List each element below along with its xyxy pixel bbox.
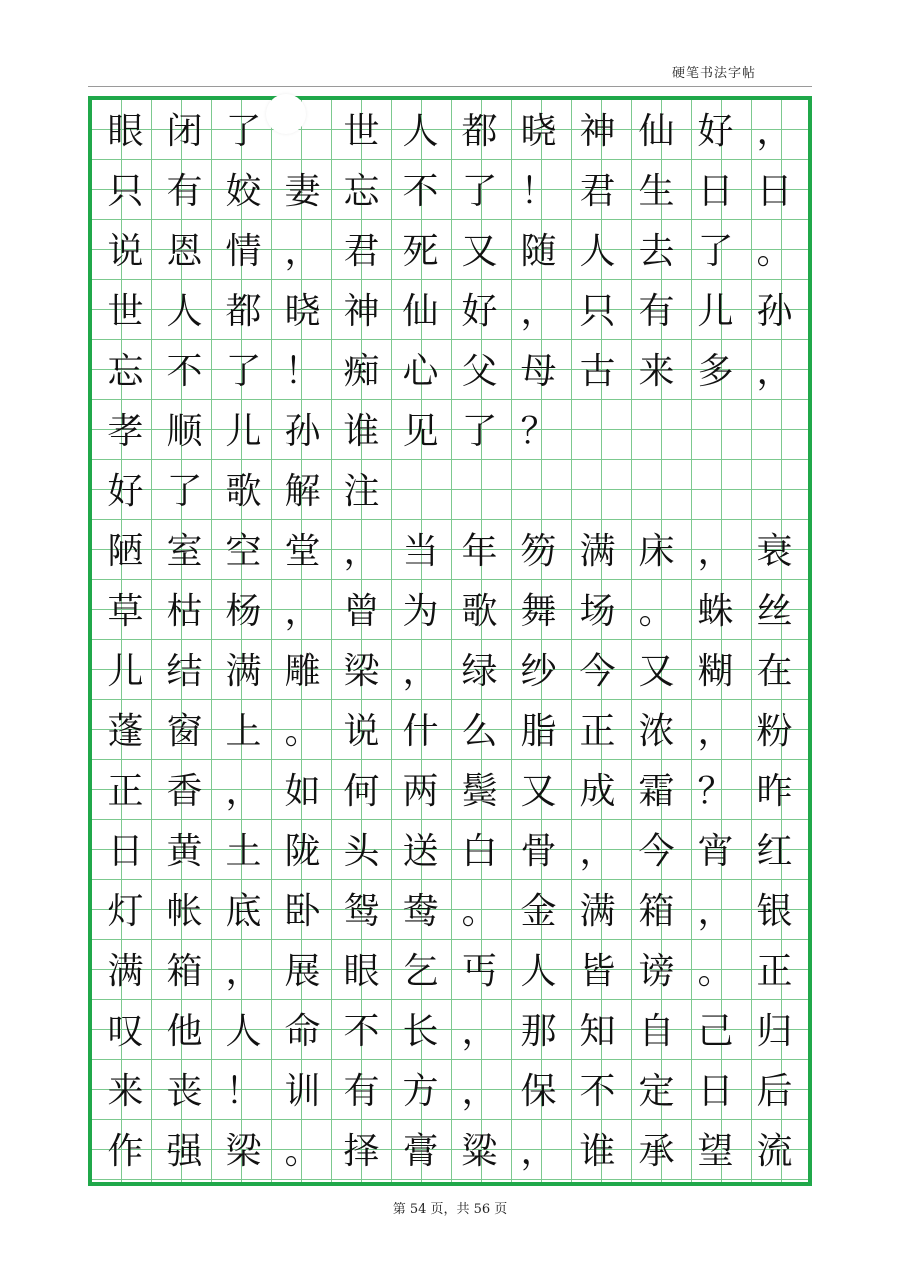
- grid-character: 。: [461, 891, 498, 932]
- grid-character: 。: [756, 231, 793, 272]
- grid-character: 承: [638, 1131, 675, 1172]
- grid-character: 仙: [402, 291, 439, 332]
- grid-character: 叹: [107, 1011, 144, 1052]
- grid-character: 神: [343, 291, 380, 332]
- grid-row: [96, 942, 804, 1002]
- grid-character: 闭: [166, 111, 203, 152]
- grid-character: 浓: [638, 711, 675, 752]
- grid-row: [96, 642, 804, 702]
- grid-character: ，: [343, 531, 380, 572]
- grid-character: 宵: [697, 831, 734, 872]
- grid-character: 母: [520, 351, 557, 392]
- grid-character: ，: [284, 231, 321, 272]
- grid-character: 送: [402, 831, 439, 872]
- grid-character: 粉: [756, 711, 793, 752]
- grid-row: [96, 1062, 804, 1122]
- grid-character: 当: [402, 531, 439, 572]
- grid-character: [745, 462, 804, 522]
- grid-character: 痴: [343, 351, 380, 392]
- grid-row: [96, 282, 804, 342]
- grid-character: 后: [756, 1071, 793, 1112]
- grid-character: 日: [107, 831, 144, 872]
- grid-row: [96, 102, 804, 162]
- grid-character: 多: [697, 351, 734, 392]
- grid-character: 粱: [461, 1131, 498, 1172]
- grid-character: 都: [225, 291, 262, 332]
- grid-character: 儿: [225, 411, 262, 452]
- grid-character: ，: [461, 1011, 498, 1052]
- grid-character: ，: [225, 771, 262, 812]
- grid-character: 草: [107, 591, 144, 632]
- header-divider: [88, 86, 812, 87]
- grid-character: 孙: [756, 291, 793, 332]
- grid-character: 头: [343, 831, 380, 872]
- grid-character: 舞: [520, 591, 557, 632]
- grid-character: 糊: [697, 651, 734, 692]
- grid-character: 恩: [166, 231, 203, 272]
- grid-character: 有: [166, 171, 203, 212]
- punch-hole: [266, 94, 306, 134]
- grid-character: 归: [756, 1011, 793, 1052]
- grid-character: ，: [520, 291, 557, 332]
- grid-character: 说: [107, 231, 144, 272]
- grid-character: 了: [697, 231, 734, 272]
- grid-character: 那: [520, 1011, 557, 1052]
- grid-character: 正: [107, 771, 144, 812]
- grid-character: 只: [107, 171, 144, 212]
- grid-character: ！: [225, 1071, 262, 1112]
- grid-character: 不: [166, 351, 203, 392]
- grid-character: 长: [402, 1011, 439, 1052]
- grid-character: 他: [166, 1011, 203, 1052]
- page-number: 第 54 页，共 56 页: [392, 1202, 508, 1217]
- grid-character: 日: [697, 1071, 734, 1112]
- grid-row: [96, 342, 804, 402]
- grid-character: 土: [225, 831, 262, 872]
- grid-character: 去: [638, 231, 675, 272]
- grid-character: 上: [225, 711, 262, 752]
- grid-character: 么: [461, 711, 498, 752]
- grid-character: 不: [402, 171, 439, 212]
- grid-character: 蓬: [107, 711, 144, 752]
- grid-character: 在: [756, 651, 793, 692]
- grid-character: 室: [166, 531, 203, 572]
- grid-character: 人: [402, 111, 439, 152]
- grid-character: ？: [520, 411, 557, 452]
- grid-character: 歌: [225, 471, 262, 512]
- grid-character: 又: [638, 651, 675, 692]
- grid-character: 只: [579, 291, 616, 332]
- grid-character: 如: [284, 771, 321, 812]
- grid-character: 白: [461, 831, 498, 872]
- grid-character: 随: [520, 231, 557, 272]
- grid-character: [391, 462, 450, 522]
- grid-character: 流: [756, 1131, 793, 1172]
- grid-character: 生: [638, 171, 675, 212]
- grid-character: [745, 402, 804, 462]
- grid-character: 妻: [284, 171, 321, 212]
- grid-character: 人: [579, 231, 616, 272]
- grid-character: 鸳: [343, 891, 380, 932]
- grid-character: 择: [343, 1131, 380, 1172]
- grid-character: 日: [697, 171, 734, 212]
- grid-character: 底: [225, 891, 262, 932]
- grid-character: 曾: [343, 591, 380, 632]
- grid-character: 黄: [166, 831, 203, 872]
- grid-character: ，: [579, 831, 616, 872]
- grid-character: 今: [579, 651, 616, 692]
- grid-character: 知: [579, 1011, 616, 1052]
- grid-character: 又: [461, 231, 498, 272]
- grid-character: 鸯: [402, 891, 439, 932]
- grid-row: [96, 222, 804, 282]
- grid-row: [96, 1122, 804, 1182]
- grid-row: [96, 582, 804, 642]
- grid-character: 谤: [638, 951, 675, 992]
- grid-character: 解: [284, 471, 321, 512]
- grid-character: 了: [166, 471, 203, 512]
- grid-character: 注: [343, 471, 380, 512]
- grid-character: 了: [461, 411, 498, 452]
- writing-grid-frame: [88, 96, 812, 1186]
- grid-character: 何: [343, 771, 380, 812]
- grid-character: 丝: [756, 591, 793, 632]
- grid-character: 人: [225, 1011, 262, 1052]
- grid-character: 定: [638, 1071, 675, 1112]
- grid-row: [96, 1002, 804, 1062]
- grid-character: 帐: [166, 891, 203, 932]
- grid-character: 父: [461, 351, 498, 392]
- grid-character: 场: [579, 591, 616, 632]
- grid-character: [627, 402, 686, 462]
- grid-character: 人: [166, 291, 203, 332]
- grid-character: 自: [638, 1011, 675, 1052]
- grid-character: 展: [284, 951, 321, 992]
- grid-character: 人: [520, 951, 557, 992]
- grid-character: 见: [402, 411, 439, 452]
- grid-character: 来: [638, 351, 675, 392]
- grid-character: 情: [225, 231, 262, 272]
- grid-character: 歌: [461, 591, 498, 632]
- grid-character: 箱: [166, 951, 203, 992]
- grid-character: 为: [402, 591, 439, 632]
- grid-character: 来: [107, 1071, 144, 1112]
- grid-character: 死: [402, 231, 439, 272]
- grid-character: ，: [756, 351, 793, 392]
- grid-character: 香: [166, 771, 203, 812]
- grid-character: 鬓: [461, 771, 498, 812]
- grid-character: 好: [107, 471, 144, 512]
- grid-character: 丐: [461, 951, 498, 992]
- grid-character: 心: [402, 351, 439, 392]
- grid-character: 都: [461, 111, 498, 152]
- grid-character: 谁: [343, 411, 380, 452]
- grid-character: ，: [697, 711, 734, 752]
- grid-character: 顺: [166, 411, 203, 452]
- grid-character: 神: [579, 111, 616, 152]
- grid-character: 训: [284, 1071, 321, 1112]
- grid-character: 两: [402, 771, 439, 812]
- grid-character: 堂: [284, 531, 321, 572]
- grid-character: 雕: [284, 651, 321, 692]
- grid-character: 晓: [284, 291, 321, 332]
- grid-character: 不: [579, 1071, 616, 1112]
- grid-character: 箱: [638, 891, 675, 932]
- grid-character: 皆: [579, 951, 616, 992]
- grid-character: 膏: [402, 1131, 439, 1172]
- grid-character: 梁: [225, 1131, 262, 1172]
- grid-character: 说: [343, 711, 380, 752]
- grid-character: 作: [107, 1131, 144, 1172]
- grid-row: [96, 402, 804, 462]
- grid-character: 忘: [343, 171, 380, 212]
- grid-character: 有: [343, 1071, 380, 1112]
- grid-row: [96, 522, 804, 582]
- grid-character: 孝: [107, 411, 144, 452]
- grid-character: 了: [461, 171, 498, 212]
- grid-character: [686, 402, 745, 462]
- grid-row: [96, 462, 804, 522]
- grid-character: 今: [638, 831, 675, 872]
- grid-character: ，: [284, 591, 321, 632]
- grid-character: 仙: [638, 111, 675, 152]
- grid-character: 谁: [579, 1131, 616, 1172]
- grid-character: ，: [697, 891, 734, 932]
- grid-character: 君: [579, 171, 616, 212]
- grid-character: 古: [579, 351, 616, 392]
- grid-character: 杨: [225, 591, 262, 632]
- grid-character: ，: [225, 951, 262, 992]
- grid-character: 笏: [520, 531, 557, 572]
- grid-character: ，: [756, 111, 793, 152]
- grid-row: [96, 702, 804, 762]
- grid-character: 年: [461, 531, 498, 572]
- grid-character: 脂: [520, 711, 557, 752]
- grid-character: 满: [579, 891, 616, 932]
- grid-character: 什: [402, 711, 439, 752]
- grid-character: [686, 462, 745, 522]
- grid-character: [450, 462, 509, 522]
- grid-character: 成: [579, 771, 616, 812]
- grid-character: 满: [579, 531, 616, 572]
- grid-character: 望: [697, 1131, 734, 1172]
- grid-character: 空: [225, 531, 262, 572]
- grid-character: 衰: [756, 531, 793, 572]
- grid-character: 满: [225, 651, 262, 692]
- grid-character: 陋: [107, 531, 144, 572]
- grid-character: ！: [520, 171, 557, 212]
- booklet-title: 硬笔书法字帖: [671, 66, 756, 81]
- grid-character: 了: [225, 111, 262, 152]
- grid-character: 有: [638, 291, 675, 332]
- grid-character: 。: [284, 711, 321, 752]
- grid-character: 陇: [284, 831, 321, 872]
- grid-character: 霜: [638, 771, 675, 812]
- grid-character: 床: [638, 531, 675, 572]
- grid-character: ！: [284, 351, 321, 392]
- grid-character: 不: [343, 1011, 380, 1052]
- grid-character: ，: [697, 531, 734, 572]
- grid-row: [96, 822, 804, 882]
- grid-character: 君: [343, 231, 380, 272]
- grid-character: 昨: [756, 771, 793, 812]
- grid-character: 。: [697, 951, 734, 992]
- grid-character: 绿: [461, 651, 498, 692]
- grid-character: 。: [284, 1131, 321, 1172]
- grid-character: 银: [756, 891, 793, 932]
- grid-row: [96, 162, 804, 222]
- grid-character: 己: [697, 1011, 734, 1052]
- grid-character: 丧: [166, 1071, 203, 1112]
- grid-character: 骨: [520, 831, 557, 872]
- grid-character: ？: [697, 771, 734, 812]
- grid-character: 灯: [107, 891, 144, 932]
- grid-character: 卧: [284, 891, 321, 932]
- grid-character: 金: [520, 891, 557, 932]
- grid-character: 忘: [107, 351, 144, 392]
- grid-character: 了: [225, 351, 262, 392]
- grid-character: 乞: [402, 951, 439, 992]
- character-grid: [96, 102, 804, 1182]
- grid-character: 好: [461, 291, 498, 332]
- grid-character: 孙: [284, 411, 321, 452]
- grid-character: ，: [402, 651, 439, 692]
- grid-character: [509, 462, 568, 522]
- grid-character: 正: [579, 711, 616, 752]
- grid-character: 世: [107, 291, 144, 332]
- grid-character: 纱: [520, 651, 557, 692]
- grid-character: 儿: [107, 651, 144, 692]
- grid-character: 日: [756, 171, 793, 212]
- grid-character: 又: [520, 771, 557, 812]
- grid-character: 满: [107, 951, 144, 992]
- grid-character: ，: [520, 1131, 557, 1172]
- grid-character: 儿: [697, 291, 734, 332]
- grid-character: 好: [697, 111, 734, 152]
- grid-character: 眼: [107, 111, 144, 152]
- grid-character: 姣: [225, 171, 262, 212]
- grid-character: 眼: [343, 951, 380, 992]
- grid-character: 世: [343, 111, 380, 152]
- grid-character: 窗: [166, 711, 203, 752]
- grid-character: 命: [284, 1011, 321, 1052]
- grid-character: 枯: [166, 591, 203, 632]
- grid-character: 红: [756, 831, 793, 872]
- grid-row: [96, 762, 804, 822]
- grid-character: [568, 462, 627, 522]
- grid-character: 晓: [520, 111, 557, 152]
- grid-character: [627, 462, 686, 522]
- grid-character: 保: [520, 1071, 557, 1112]
- grid-character: 梁: [343, 651, 380, 692]
- grid-character: 。: [638, 591, 675, 632]
- grid-character: 方: [402, 1071, 439, 1112]
- grid-character: 结: [166, 651, 203, 692]
- grid-character: ，: [461, 1071, 498, 1112]
- grid-character: 强: [166, 1131, 203, 1172]
- grid-character: 正: [756, 951, 793, 992]
- grid-character: [568, 402, 627, 462]
- grid-row: [96, 882, 804, 942]
- grid-character: 蛛: [697, 591, 734, 632]
